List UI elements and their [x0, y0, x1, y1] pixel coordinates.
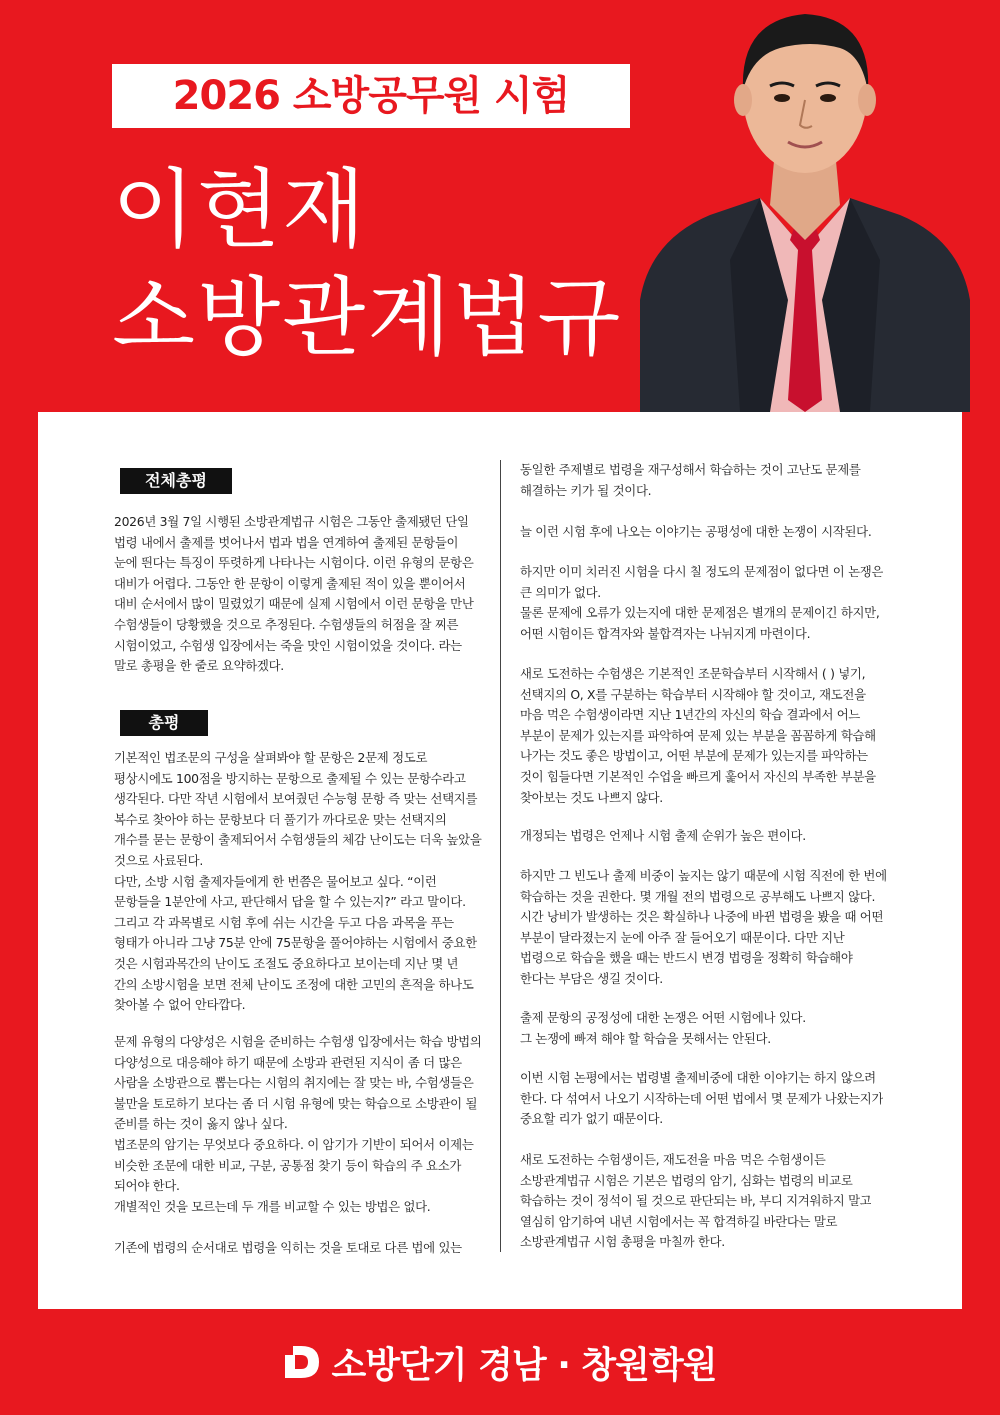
text-line: 기본적인 법조문의 구성을 살펴봐야 할 문항은 2문제 정도로	[114, 750, 428, 765]
text-line: 형태가 아니라 그냥 75분 안에 75문항을 풀어야하는 시험에서 중요한	[114, 935, 477, 951]
d-logo-icon	[283, 1344, 321, 1380]
text-line: 법조문의 암기는 무엇보다 중요하다. 이 암기가 기반이 되어서 이제는	[114, 1136, 474, 1152]
text-line: 새로 도전하는 수험생은 기본적인 조문학습부터 시작해서 ( ) 넣기,	[520, 666, 866, 681]
review-text	[114, 748, 482, 1016]
text-line: 학습하는 것을 권한다. 몇 개월 전의 법령으로 공부해도 나쁘지 않다.	[520, 888, 876, 904]
text-line: 것은 시험과목간의 난이도 조절도 중요하다고 보이는데 지난 몇 년	[114, 955, 459, 971]
text-line: 그 논쟁에 빠져 해야 할 학습을 못해서는 안된다.	[520, 1030, 771, 1046]
review-panel	[38, 412, 962, 1309]
text-line: 늘 이런 시험 후에 나오는 이야기는 공평성에 대한 논쟁이 시작된다.	[520, 524, 872, 539]
text-line: 그리고 각 과목별로 시험 후에 쉬는 시간을 두고 다음 과목을 푸는	[114, 914, 454, 930]
text-line: 개별적인 것을 모르는데 두 개를 비교할 수 있는 방법은 없다.	[114, 1198, 431, 1214]
text-line: 찾아볼 수 없어 안타깝다.	[114, 997, 246, 1013]
text-line: 출제 문항의 공정성에 대한 논쟁은 어떤 시험에나 있다.	[520, 1010, 806, 1025]
text-line: 다양성으로 대응해야 하기 때문에 소방과 관련된 지식이 좀 더 많은	[114, 1054, 462, 1070]
text-line: 되어야 한다.	[114, 1178, 180, 1194]
text-line: 불만을 토로하기 보다는 좀 더 시험 유형에 맞는 학습으로 소방관이 될	[114, 1095, 478, 1111]
text-line: 문제 유형의 다양성은 시험을 준비하는 수험생 입장에서는 학습 방법의	[114, 1034, 482, 1049]
right-block-2	[520, 522, 871, 543]
text-line: 어떤 시험이든 합격자와 불합격자는 나뉘지게 마련이다.	[520, 625, 811, 641]
review-text-3	[114, 1238, 462, 1259]
text-line: 간의 소방시험을 보면 전체 난이도 조정에 대한 고민의 흔적을 하나도	[114, 976, 474, 992]
text-line: 문항들을 1분안에 사고, 판단해서 답을 할 수 있는지?” 라고 말이다.	[114, 894, 466, 910]
text-line: 눈에 띈다는 특징이 뚜렷하게 나타나는 시험이다. 이런 유형의 문항은	[114, 555, 474, 571]
column-divider	[500, 460, 501, 1252]
text-line: 하지만 이미 치러진 시험을 다시 칠 정도의 문제점이 없다면 이 논쟁은	[520, 564, 884, 579]
text-line: 2026년 3월 7일 시행된 소방관계법규 시험은 그동안 출제됐던 단일	[114, 514, 469, 529]
text-line: 찾아보는 것도 나쁘지 않다.	[520, 789, 663, 805]
text-line: 이번 시험 논평에서는 법령별 출제비중에 대한 이야기는 하지 않으려	[520, 1070, 876, 1085]
footer	[0, 1309, 1000, 1415]
text-line: 부분이 달라졌는지 눈에 아주 잘 들어오기 때문이다. 다만 지난	[520, 929, 845, 945]
text-line: 소방관계법규 시험은 기본은 법령의 암기, 심화는 법령의 비교로	[520, 1172, 853, 1188]
text-line: 시간 낭비가 발생하는 것은 확실하나 나중에 바뀐 법령을 봤을 때 어떤	[520, 909, 884, 925]
text-line: 소방관계법규 시험 총평을 마칠까 한다.	[520, 1234, 725, 1250]
text-line: 부분이 문제가 있는지를 파악하여 문제 있는 부분을 꼼꼼하게 학습해	[520, 727, 876, 743]
right-block-9	[520, 1150, 871, 1253]
right-block-3	[520, 562, 883, 644]
text-line: 것이 힘들다면 기본적인 수업을 빠르게 훑어서 자신의 부족한 부분을	[520, 768, 876, 784]
text-line: 한다. 다 섞여서 나오기 시작하는데 어떤 법에서 몇 문제가 나왔는지가	[520, 1090, 884, 1106]
right-block-5	[520, 826, 806, 847]
text-line: 하지만 그 빈도나 출제 비중이 높지는 않기 때문에 시험 직전에 한 번에	[520, 868, 887, 883]
text-line: 개정되는 법령은 언제나 시험 출제 순위가 높은 편이다.	[520, 828, 806, 843]
text-line: 생각된다. 다만 작년 시험에서 보여줬던 수능형 문항 즉 맞는 선택지를	[114, 791, 478, 807]
text-line: 열심히 암기하여 내년 시험에서는 꼭 합격하길 바란다는 말로	[520, 1213, 838, 1229]
instructor-name: 이현재	[112, 160, 368, 260]
text-line: 마음 먹은 수험생이라면 지난 1년간의 자신의 학습 결과에서 어느	[520, 707, 861, 723]
text-line: 선택지의 O, X를 구분하는 학습부터 시작해야 할 것이고, 재도전을	[520, 686, 866, 702]
header-badge: 2026 소방공무원 시험	[112, 64, 630, 128]
right-block-8	[520, 1068, 883, 1130]
review-text-2	[114, 1032, 482, 1217]
text-line: 수험생들이 당황했을 것으로 추정된다. 수험생들의 허점을 잘 찌른	[114, 616, 459, 632]
text-line: 말로 총평을 한 줄로 요약하겠다.	[114, 658, 284, 674]
right-block-4	[520, 664, 876, 808]
section-tag-overall: 전체총평	[120, 468, 232, 494]
text-line: 대비 순서에서 많이 밀렸었기 때문에 실제 시험에서 이런 문항을 만난	[114, 596, 474, 612]
text-line: 법령으로 학습을 했을 때는 반드시 변경 법령을 정확히 학습해야	[520, 950, 853, 966]
text-line: 시험이었고, 수험생 입장에서는 죽을 맛인 시험이었을 것이다. 라는	[114, 637, 462, 653]
text-line: 큰 의미가 없다.	[520, 584, 601, 600]
right-block-7	[520, 1008, 806, 1049]
academy-name: 소방단기 경남 · 창원학원	[331, 1344, 717, 1386]
right-block-6	[520, 866, 887, 990]
text-line: 개수를 묻는 문항이 출제되어서 수험생들의 체감 난이도는 더욱 높았을	[114, 832, 482, 848]
right-block-1	[520, 460, 861, 501]
text-line: 평상시에도 100점을 방지하는 문항으로 출제될 수 있는 문항수라고	[114, 770, 466, 786]
text-line: 법령 내에서 출제를 벗어나서 법과 법을 연계하여 출제된 문항들이	[114, 534, 459, 550]
overall-review-text	[114, 512, 474, 677]
text-line: 중요할 리가 없기 때문이다.	[520, 1111, 663, 1127]
text-line: 사람을 소방관으로 뽑는다는 시험의 취지에는 잘 맞는 바, 수험생들은	[114, 1075, 474, 1091]
text-line: 대비가 어렵다. 그동안 한 문항이 이렇게 출제된 적이 있을 뿐이어서	[114, 575, 466, 591]
text-line: 기존에 법령의 순서대로 법령을 익히는 것을 토대로 다른 법에 있는	[114, 1240, 462, 1255]
text-line: 것으로 사료된다.	[114, 852, 203, 868]
text-line: 해결하는 키가 될 것이다.	[520, 482, 652, 498]
subject-title: 소방관계법규	[112, 268, 623, 368]
section-tag-review: 총평	[120, 710, 208, 736]
text-line: 준비를 하는 것이 옳지 않나 싶다.	[114, 1116, 288, 1132]
text-line: 새로 도전하는 수험생이든, 재도전을 마음 먹은 수험생이든	[520, 1152, 826, 1167]
instructor-portrait	[640, 0, 970, 412]
text-line: 학습하는 것이 정석이 될 것으로 판단되는 바, 부디 지겨워하지 말고	[520, 1193, 872, 1209]
text-line: 물론 문제에 오류가 있는지에 대한 문제점은 별개의 문제이긴 하지만,	[520, 605, 880, 621]
text-line: 비슷한 조문에 대한 비교, 구분, 공통점 찾기 등이 학습의 주 요소가	[114, 1157, 462, 1173]
text-line: 한다는 부담은 생길 것이다.	[520, 970, 663, 986]
text-line: 복수로 찾아야 하는 문항보다 더 풀기가 까다로운 맞는 선택지의	[114, 811, 447, 827]
text-line: 동일한 주제별로 법령을 재구성해서 학습하는 것이 고난도 문제를	[520, 462, 861, 477]
text-line: 나가는 것도 좋은 방법이고, 어떤 부분에 문제가 있는지를 파악하는	[520, 748, 868, 764]
text-line: 다만, 소방 시험 출제자들에게 한 번쯤은 물어보고 싶다. “이런	[114, 873, 437, 889]
